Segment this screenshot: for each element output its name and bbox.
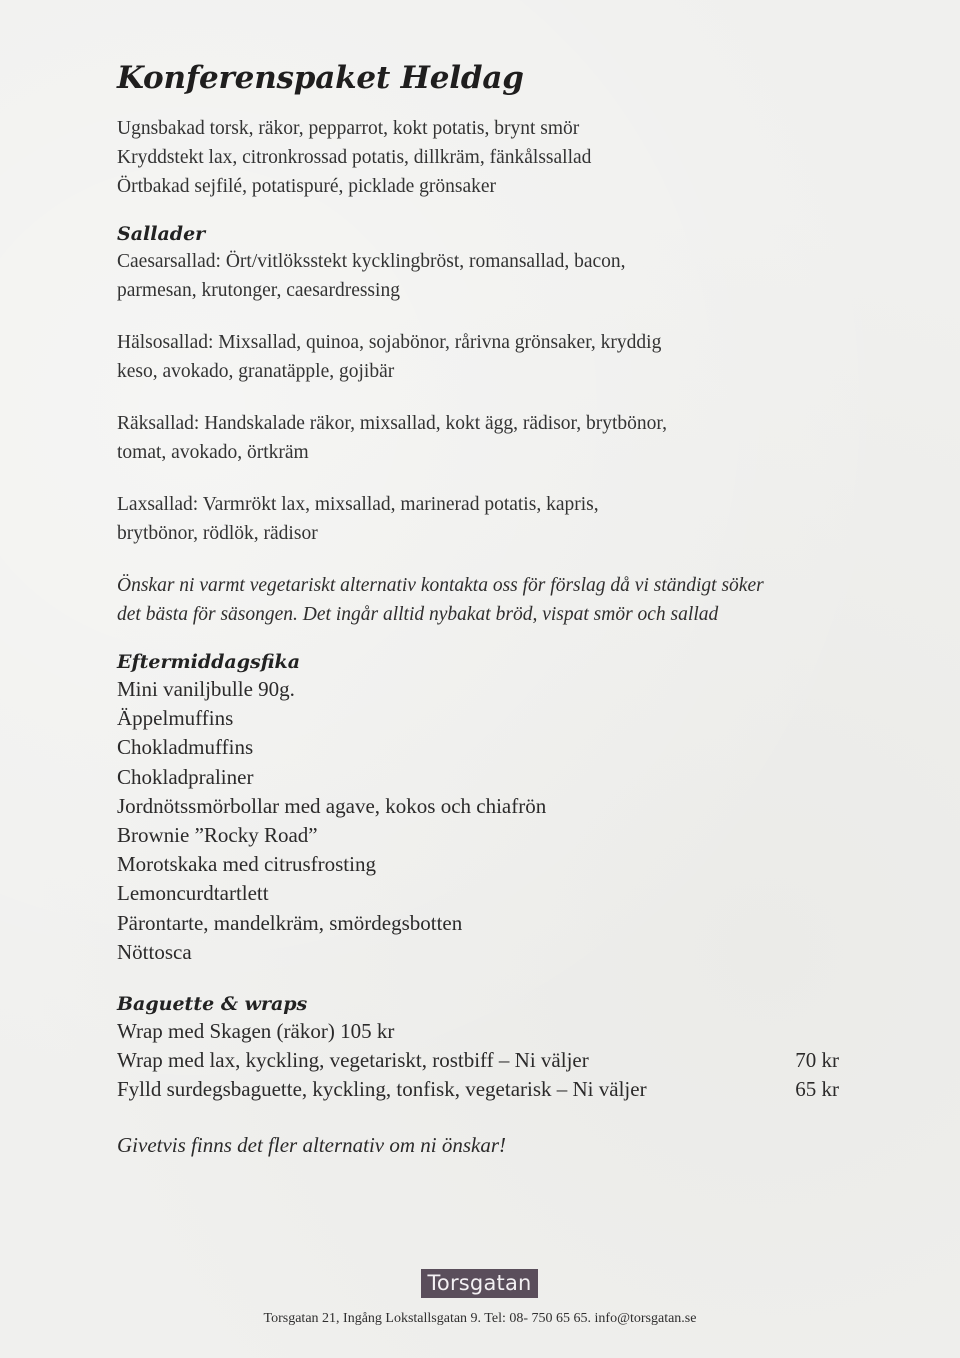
salad-item [117,328,857,386]
mains-list [117,114,857,201]
salad-line: brytbönor, rödlök, rädisor [117,523,318,544]
fika-item: Jordnötssmörbollar med agave, kokos och chiafrön [117,793,547,818]
fika-section [117,649,857,967]
baguette-item [117,1017,839,1046]
vegetarian-note [117,571,857,629]
main-dish: Ugnsbakad torsk, räkor, pepparrot, kokt potatis, brynt smör [117,118,580,139]
baguette-item-name: Fylld surdegsbaguette, kyckling, tonfisk, vegetarisk – Ni väljer [117,1077,647,1102]
salad-line: Laxsallad: Varmrökt lax, mixsallad, marinerad potatis, kapris, [117,494,599,515]
fika-heading: Eftermiddagsfika [117,651,301,673]
salads-section [117,221,857,629]
baguette-heading: Baguette & wraps [117,993,308,1016]
salad-item [117,409,857,467]
salad-line: tomat, avokado, örtkräm [117,442,309,463]
closing-note: Givetvis finns det fler alternativ om ni önskar! [117,1132,507,1157]
salad-item [117,490,857,548]
menu-content [117,60,857,1160]
baguette-section [117,991,857,1105]
baguette-item [117,1046,839,1075]
baguette-item-price: 65 kr [795,1077,839,1102]
fika-item: Nöttosca [117,939,192,964]
fika-item: Mini vaniljbulle 90g. [117,677,295,701]
salad-line: keso, avokado, granatäpple, gojibär [117,361,395,382]
fika-item: Chokladmuffins [117,735,254,760]
salads-heading: Sallader [117,223,206,245]
baguette-item [117,1075,839,1104]
fika-item: Morotskaka med citrusfrosting [117,852,376,877]
baguette-item-name: Wrap med Skagen (räkor) 105 kr [117,1019,395,1044]
fika-item: Brownie ”Rocky Road” [117,823,318,848]
note-line: Önskar ni varmt vegetariskt alternativ kontakta oss för förslag då vi ständigt söker [117,575,764,596]
salad-line: Caesarsallad: Ört/vitlöksstekt kycklingbröst, romansallad, bacon, [117,251,626,272]
footer-contact: Torsgatan 21, Ingång Lokstallsgatan 9. Tel: 08- 750 65 65. info@torsgatan.se [263,1311,697,1326]
main-dish: Örtbakad sejfilé, potatispuré, picklade grönsaker [117,176,497,197]
salad-line: Räksallad: Handskalade räkor, mixsallad, kokt ägg, rädisor, brytbönor, [117,413,668,434]
fika-item: Lemoncurdtartlett [117,881,269,906]
torsgatan-logo: Torsgatan [421,1269,538,1298]
fika-item: Äppelmuffins [117,706,234,731]
salad-line: parmesan, krutonger, caesardressing [117,280,400,301]
salad-item [117,247,857,305]
salad-line: Hälsosallad: Mixsallad, quinoa, sojabönor, rårivna grönsaker, kryddig [117,332,662,353]
fika-item: Chokladpraliner [117,764,254,789]
page-title: Konferenspaket Heldag [117,60,524,96]
baguette-item-price: 70 kr [795,1048,839,1073]
fika-item: Pärontarte, mandelkräm, smördegsbotten [117,910,463,935]
main-dish: Kryddstekt lax, citronkrossad potatis, dillkräm, fänkålssallad [117,147,592,168]
baguette-item-name: Wrap med lax, kyckling, vegetariskt, rostbiff – Ni väljer [117,1048,589,1073]
note-line: det bästa för säsongen. Det ingår alltid nybakat bröd, vispat smör och sallad [117,604,719,625]
